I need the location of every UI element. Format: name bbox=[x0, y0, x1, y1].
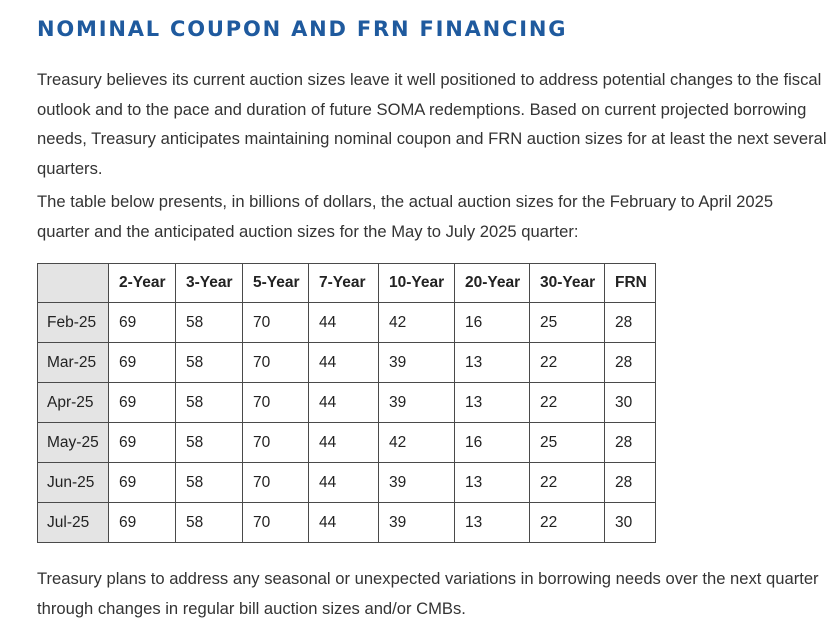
table-cell: 69 bbox=[109, 423, 176, 463]
table-cell: 28 bbox=[605, 423, 656, 463]
column-header: 30-Year bbox=[530, 264, 605, 303]
table-cell: 69 bbox=[109, 503, 176, 543]
table-corner-cell bbox=[38, 264, 109, 303]
table-cell: 42 bbox=[379, 423, 455, 463]
table-row bbox=[38, 343, 656, 383]
table-cell: 13 bbox=[455, 463, 530, 503]
table-cell: 69 bbox=[109, 383, 176, 423]
table-cell: 30 bbox=[605, 383, 656, 423]
table-cell: 58 bbox=[176, 383, 243, 423]
table-cell: 28 bbox=[605, 343, 656, 383]
table-cell: 22 bbox=[530, 343, 605, 383]
table-cell: 58 bbox=[176, 503, 243, 543]
table-header-row bbox=[38, 264, 656, 303]
table-intro-paragraph: The table below presents, in billions of dollars, the actual auction sizes for the February to April 2025 quarter and the anticipated auction sizes for the May to July 2025 quarter: bbox=[37, 192, 774, 241]
table-cell: 70 bbox=[243, 463, 309, 503]
column-header: 5-Year bbox=[243, 264, 309, 303]
column-header: 7-Year bbox=[309, 264, 379, 303]
column-header: 3-Year bbox=[176, 264, 243, 303]
table-cell: 25 bbox=[530, 423, 605, 463]
table-cell: 70 bbox=[243, 303, 309, 343]
table-cell: 69 bbox=[109, 463, 176, 503]
table-cell: 42 bbox=[379, 303, 455, 343]
table-cell: 16 bbox=[455, 303, 530, 343]
closing-paragraph: Treasury plans to address any seasonal or unexpected variations in borrowing needs over the next quarter through changes in regular bill auction sizes and/or CMBs. bbox=[37, 569, 819, 618]
row-header-month: Jun-25 bbox=[38, 463, 109, 503]
table-cell: 58 bbox=[176, 463, 243, 503]
table-cell: 44 bbox=[309, 423, 379, 463]
table-cell: 13 bbox=[455, 343, 530, 383]
table-cell: 58 bbox=[176, 303, 243, 343]
table-row bbox=[38, 423, 656, 463]
table-cell: 13 bbox=[455, 383, 530, 423]
table-cell: 13 bbox=[455, 503, 530, 543]
row-header-month: Jul-25 bbox=[38, 503, 109, 543]
table-cell: 22 bbox=[530, 503, 605, 543]
table-cell: 28 bbox=[605, 303, 656, 343]
row-header-month: Mar-25 bbox=[38, 343, 109, 383]
table-cell: 39 bbox=[379, 503, 455, 543]
table-cell: 30 bbox=[605, 503, 656, 543]
table-cell: 69 bbox=[109, 343, 176, 383]
table-row bbox=[38, 503, 656, 543]
table-row bbox=[38, 303, 656, 343]
column-header: FRN bbox=[605, 264, 656, 303]
table-cell: 44 bbox=[309, 383, 379, 423]
row-header-month: May-25 bbox=[38, 423, 109, 463]
auction-sizes-table bbox=[37, 263, 656, 543]
table-cell: 22 bbox=[530, 463, 605, 503]
table-cell: 44 bbox=[309, 503, 379, 543]
section-title: NOMINAL COUPON AND FRN FINANCING bbox=[37, 17, 568, 41]
table-cell: 70 bbox=[243, 503, 309, 543]
table-cell: 69 bbox=[109, 303, 176, 343]
table-cell: 58 bbox=[176, 423, 243, 463]
column-header: 2-Year bbox=[109, 264, 176, 303]
row-header-month: Feb-25 bbox=[38, 303, 109, 343]
table-cell: 70 bbox=[243, 383, 309, 423]
table-cell: 39 bbox=[379, 343, 455, 383]
table-cell: 28 bbox=[605, 463, 656, 503]
column-header: 10-Year bbox=[379, 264, 455, 303]
table-cell: 39 bbox=[379, 463, 455, 503]
table-cell: 70 bbox=[243, 423, 309, 463]
table-cell: 16 bbox=[455, 423, 530, 463]
table-cell: 44 bbox=[309, 303, 379, 343]
table-cell: 58 bbox=[176, 343, 243, 383]
table-row bbox=[38, 383, 656, 423]
table-cell: 25 bbox=[530, 303, 605, 343]
table-cell: 39 bbox=[379, 383, 455, 423]
table-cell: 44 bbox=[309, 463, 379, 503]
table-body bbox=[38, 303, 656, 543]
table-row bbox=[38, 463, 656, 503]
table-cell: 44 bbox=[309, 343, 379, 383]
table-cell: 70 bbox=[243, 343, 309, 383]
intro-paragraph: Treasury believes its current auction sizes leave it well positioned to address potential changes to the fiscal outlook and to the pace and duration of future SOMA redemptions. Based on current projected borrowing needs, Treasury anticipates maintaining nominal coupon and FRN auction sizes for at least the next several quarters. bbox=[37, 70, 827, 178]
column-header: 20-Year bbox=[455, 264, 530, 303]
row-header-month: Apr-25 bbox=[38, 383, 109, 423]
table-cell: 22 bbox=[530, 383, 605, 423]
